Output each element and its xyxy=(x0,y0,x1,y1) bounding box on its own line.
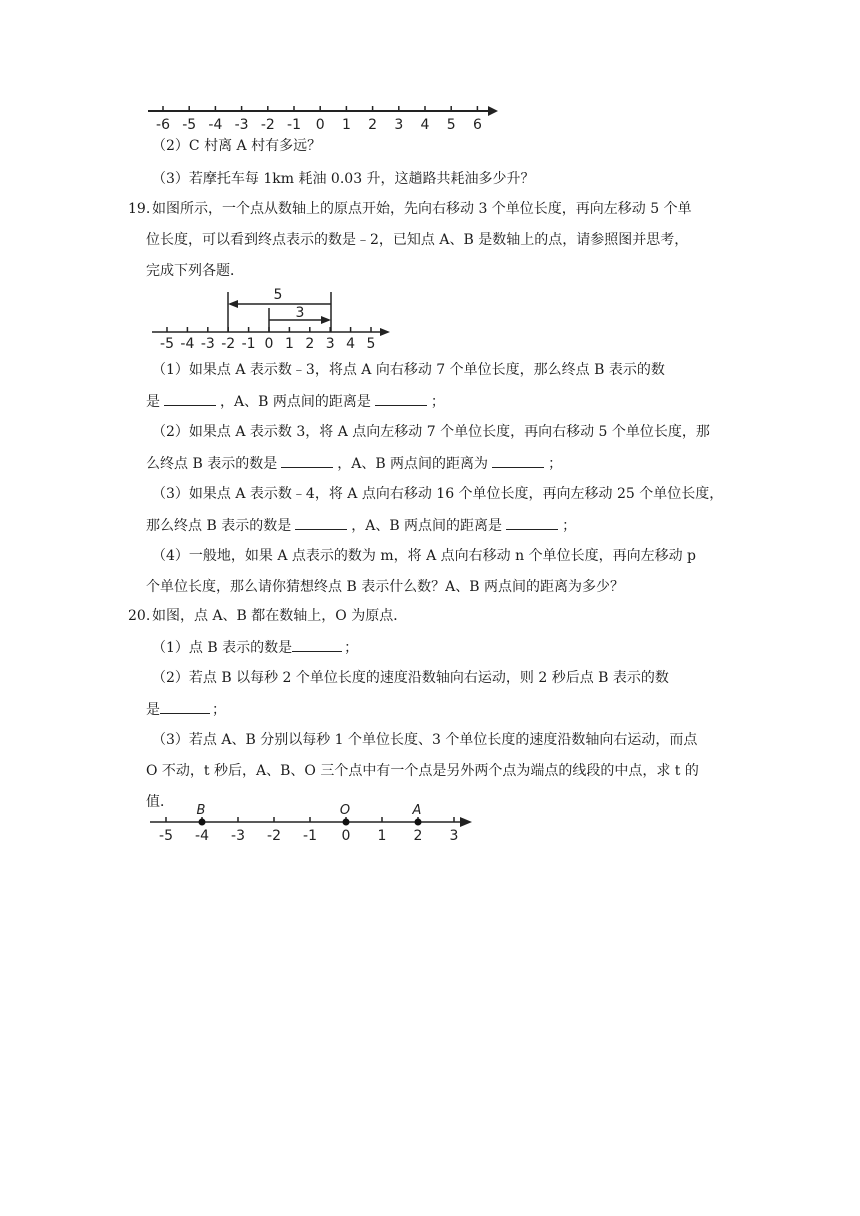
q19-arrow3-label: 3 xyxy=(295,305,305,321)
q19-axis-tick-label: -4 xyxy=(180,336,195,352)
q19-part3-blank1[interactable] xyxy=(295,515,347,530)
top-axis-tick-label: 3 xyxy=(394,117,404,133)
q20-point-a-label: A xyxy=(412,803,422,818)
q19-part1-blank1[interactable] xyxy=(164,391,216,406)
q20-point-b-dot xyxy=(199,819,206,826)
q20-point-b-label: B xyxy=(196,803,206,818)
top-axis-tick-label: -2 xyxy=(260,117,275,133)
q18-part3: （3）若摩托车每 1km 耗油 0.03 升，这趟路共耗油多少升？ xyxy=(152,171,535,187)
q19-part4-line1: （4）一般地，如果 A 点表示的数为 m，将 A 点向右移动 n 个单位长度，再向左移动 p xyxy=(152,548,696,564)
top-axis-tick-label: -4 xyxy=(208,117,223,133)
q20-part3-line3: 值． xyxy=(146,794,174,810)
q19-axis-tick-label: 5 xyxy=(366,336,376,352)
top-axis-tick-label: -6 xyxy=(156,117,170,133)
q20-axis-tick-label: 0 xyxy=(341,828,351,844)
q20-axis-tick-label: 2 xyxy=(413,828,423,844)
q19-part2-line1: （2）如果点 A 表示数 3，将 A 点向左移动 7 个单位长度，再向右移动 5 个单位长度，那 xyxy=(152,424,710,440)
q19-part3-line2: 那么终点 B 表示的数是 ，A、B 两点间的距离是 ； xyxy=(146,515,576,536)
q19-part1-line2: 是 ，A、B 两点间的距离是 ； xyxy=(146,391,445,412)
q19-part2-blank2[interactable] xyxy=(492,453,544,468)
q20-number: 20. xyxy=(128,608,151,624)
q20-part1: （1）点 B 表示的数是 ； xyxy=(152,637,358,658)
q19-part1-line1: （1）如果点 A 表示数﹣3，将点 A 向右移动 7 个单位长度，那么终点 B 表示的数 xyxy=(152,362,665,378)
top-axis-tick-label: 4 xyxy=(420,117,430,133)
q20-axis-tick-label: 3 xyxy=(449,828,459,844)
q20-part3-line2: O 不动，t 秒后，A、B、O 三个点中有一个点是另外两个点为端点的线段的中点，求 t 的 xyxy=(146,763,699,779)
q19-axis-tick-label: -2 xyxy=(221,336,236,352)
q19-axis-tick-label: 2 xyxy=(305,336,315,352)
q20-axis-tick-label: -4 xyxy=(195,828,209,844)
q20-point-o-dot xyxy=(343,819,350,826)
q20-axis-tick-label: -2 xyxy=(267,828,281,844)
q19-axis-tick-label: 3 xyxy=(325,336,335,352)
q20-axis-tick-label: -5 xyxy=(159,828,173,844)
q20-part1-blank[interactable] xyxy=(292,637,342,652)
numberline-top xyxy=(140,96,510,136)
q19-axis-tick-label: -1 xyxy=(241,336,256,352)
q19-arrow5-label: 5 xyxy=(273,287,283,303)
q19-axis-tick-label: 1 xyxy=(284,336,294,352)
q20-part2-blank[interactable] xyxy=(160,699,210,714)
q19-axis-tick-label: -5 xyxy=(160,336,174,352)
q20-stem: 如图，点 A、B 都在数轴上，O 为原点． xyxy=(152,608,408,624)
q20-point-o-label: O xyxy=(339,803,351,818)
q19-figure xyxy=(146,282,406,354)
q20-axis-tick-label: -3 xyxy=(231,828,245,844)
top-axis-tick-label: 0 xyxy=(315,117,325,133)
q19-part1-blank2[interactable] xyxy=(375,391,427,406)
top-axis-tick-label: -1 xyxy=(287,117,301,133)
top-axis-tick-label: -3 xyxy=(234,117,249,133)
top-axis-tick-label: 5 xyxy=(446,117,456,133)
q19-part3-line1: （3）如果点 A 表示数﹣4，将 A 点向右移动 16 个单位长度，再向左移动 25 个单位长度， xyxy=(152,486,724,502)
q19-number: 19. xyxy=(128,201,151,217)
q19-stem-line3: 完成下列各题． xyxy=(146,263,244,279)
q19-part2-line2: 么终点 B 表示的数是 ，A、B 两点间的距离为 ； xyxy=(146,453,562,474)
q19-stem-line1: 如图所示，一个点从数轴上的原点开始，先向右移动 3 个单位长度，再向左移动 5 个单 xyxy=(152,201,692,217)
top-axis-tick-label: 1 xyxy=(341,117,351,133)
q19-axis-tick-label: 4 xyxy=(346,336,356,352)
q20-part3-line1: （3）若点 A、B 分别以每秒 1 个单位长度、3 个单位长度的速度沿数轴向右运动，而点 xyxy=(152,732,698,748)
q19-part3-blank2[interactable] xyxy=(506,515,558,530)
q20-point-a-dot xyxy=(415,819,422,826)
q19-part4-line2: 个单位长度，那么请你猜想终点 B 表示什么数？A、B 两点间的距离为多少？ xyxy=(146,579,625,595)
top-axis-tick-label: 6 xyxy=(472,117,482,133)
q19-axis-tick-label: -3 xyxy=(200,336,215,352)
q20-part2-line1: （2）若点 B 以每秒 2 个单位长度的速度沿数轴向右运动，则 2 秒后点 B 表示的数 xyxy=(152,670,669,686)
q19-stem-line2: 位长度，可以看到终点表示的数是﹣2，已知点 A、B 是数轴上的点，请参照图并思考， xyxy=(146,232,689,248)
q20-figure xyxy=(146,798,486,848)
q19-part2-blank1[interactable] xyxy=(281,453,333,468)
top-axis-tick-label: 2 xyxy=(368,117,378,133)
top-axis-tick-label: -5 xyxy=(182,117,197,133)
q20-axis-tick-label: -1 xyxy=(303,828,317,844)
q18-part2: （2）C 村离 A 村有多远？ xyxy=(152,138,322,154)
q19-axis-tick-label: 0 xyxy=(264,336,274,352)
q20-part2-line2: 是 ； xyxy=(146,699,226,720)
q20-axis-tick-label: 1 xyxy=(377,828,387,844)
